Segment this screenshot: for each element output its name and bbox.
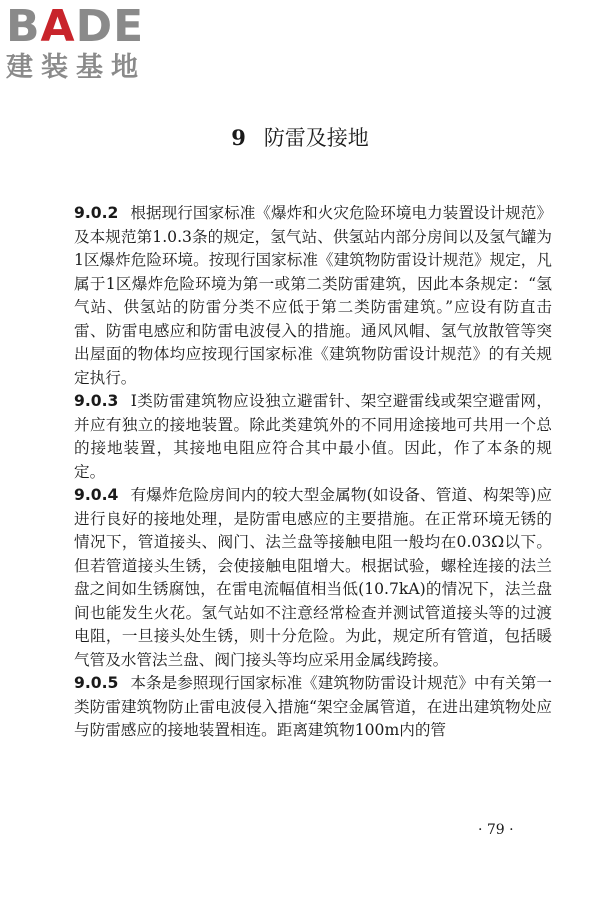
clause-text: Ⅰ类防雷建筑物应设独立避雷针、架空避雷线或架空避雷网，并应有独立的接地装置。除此类建筑外的不同用途接地可共用一个总的接地装置，其接地电阻应符合其中最小值。因此，作了本条的规定。 [74, 392, 552, 481]
logo-wordmark [6, 1, 176, 52]
logo-letter-a-accent: A [40, 1, 76, 52]
clause-number: 9.0.3 [74, 392, 119, 410]
clause-text: 本条是参照现行国家标准《建筑物防雷设计规范》中有关第一类防雷建筑物防止雷电波侵入措施“架空金属管道，在进出建筑物处应与防雷感应的接地装置相连。距离建筑物100m内的管 [74, 674, 552, 739]
clause-number: 9.0.2 [74, 204, 119, 222]
clause-text: 根据现行国家标准《爆炸和火灾危险环境电力装置设计规范》及本规范第1.0.3条的规定，氢气站、供氢站内部分房间以及氢气罐为1区爆炸危险环境。按现行国家标准《建筑物防雷设计规范》规定，凡属于1区爆炸危险环境为第一或第二类防雷建筑，因此本条规定：“氢气站、供氢站的防雷分类不应低于第二类防雷建筑。”应设有防直击雷、防雷电感应和防雷电波侵入的措施。通风风帽、氢气放散管等突出屋面的物体均应按现行国家标准《建筑物防雷设计规范》的有关规定执行。 [74, 204, 552, 387]
chapter-number: 9 [231, 125, 246, 150]
clause-9-0-4 [74, 484, 552, 672]
page-number: · 79 · [478, 822, 514, 838]
clause-list [74, 202, 552, 743]
clause-9-0-2 [74, 202, 552, 390]
clause-text: 有爆炸危险房间内的较大型金属物(如设备、管道、构架等)应进行良好的接地处理，是防雷电感应的主要措施。在正常环境无锈的情况下，管道接头、阀门、法兰盘等接触电阻一般均在0.03Ω以下。但若管道接头生锈，会使接触电阻增大。根据试验，螺栓连接的法兰盘之间如生锈腐蚀，在雷电流幅值相当低(10.7kA)的情况下，法兰盘间也能发生火花。氢气站如不注意经常检查并测试管道接头等的过渡电阻，一旦接头处生锈，则十分危险。为此，规定所有管道，包括暖气管及水管法兰盘、阀门接头等均应采用金属线跨接。 [74, 486, 552, 669]
logo-letters-de: DE [75, 1, 145, 52]
logo-letter-b: B [6, 1, 41, 52]
chapter-heading: 防雷及接地 [263, 126, 369, 150]
clause-9-0-5 [74, 672, 552, 743]
clause-number: 9.0.4 [74, 486, 119, 504]
chapter-title [0, 124, 600, 152]
clause-number: 9.0.5 [74, 674, 119, 692]
clause-9-0-3 [74, 390, 552, 484]
bade-logo [6, 1, 176, 84]
logo-tagline: 建装基地 [6, 52, 146, 83]
